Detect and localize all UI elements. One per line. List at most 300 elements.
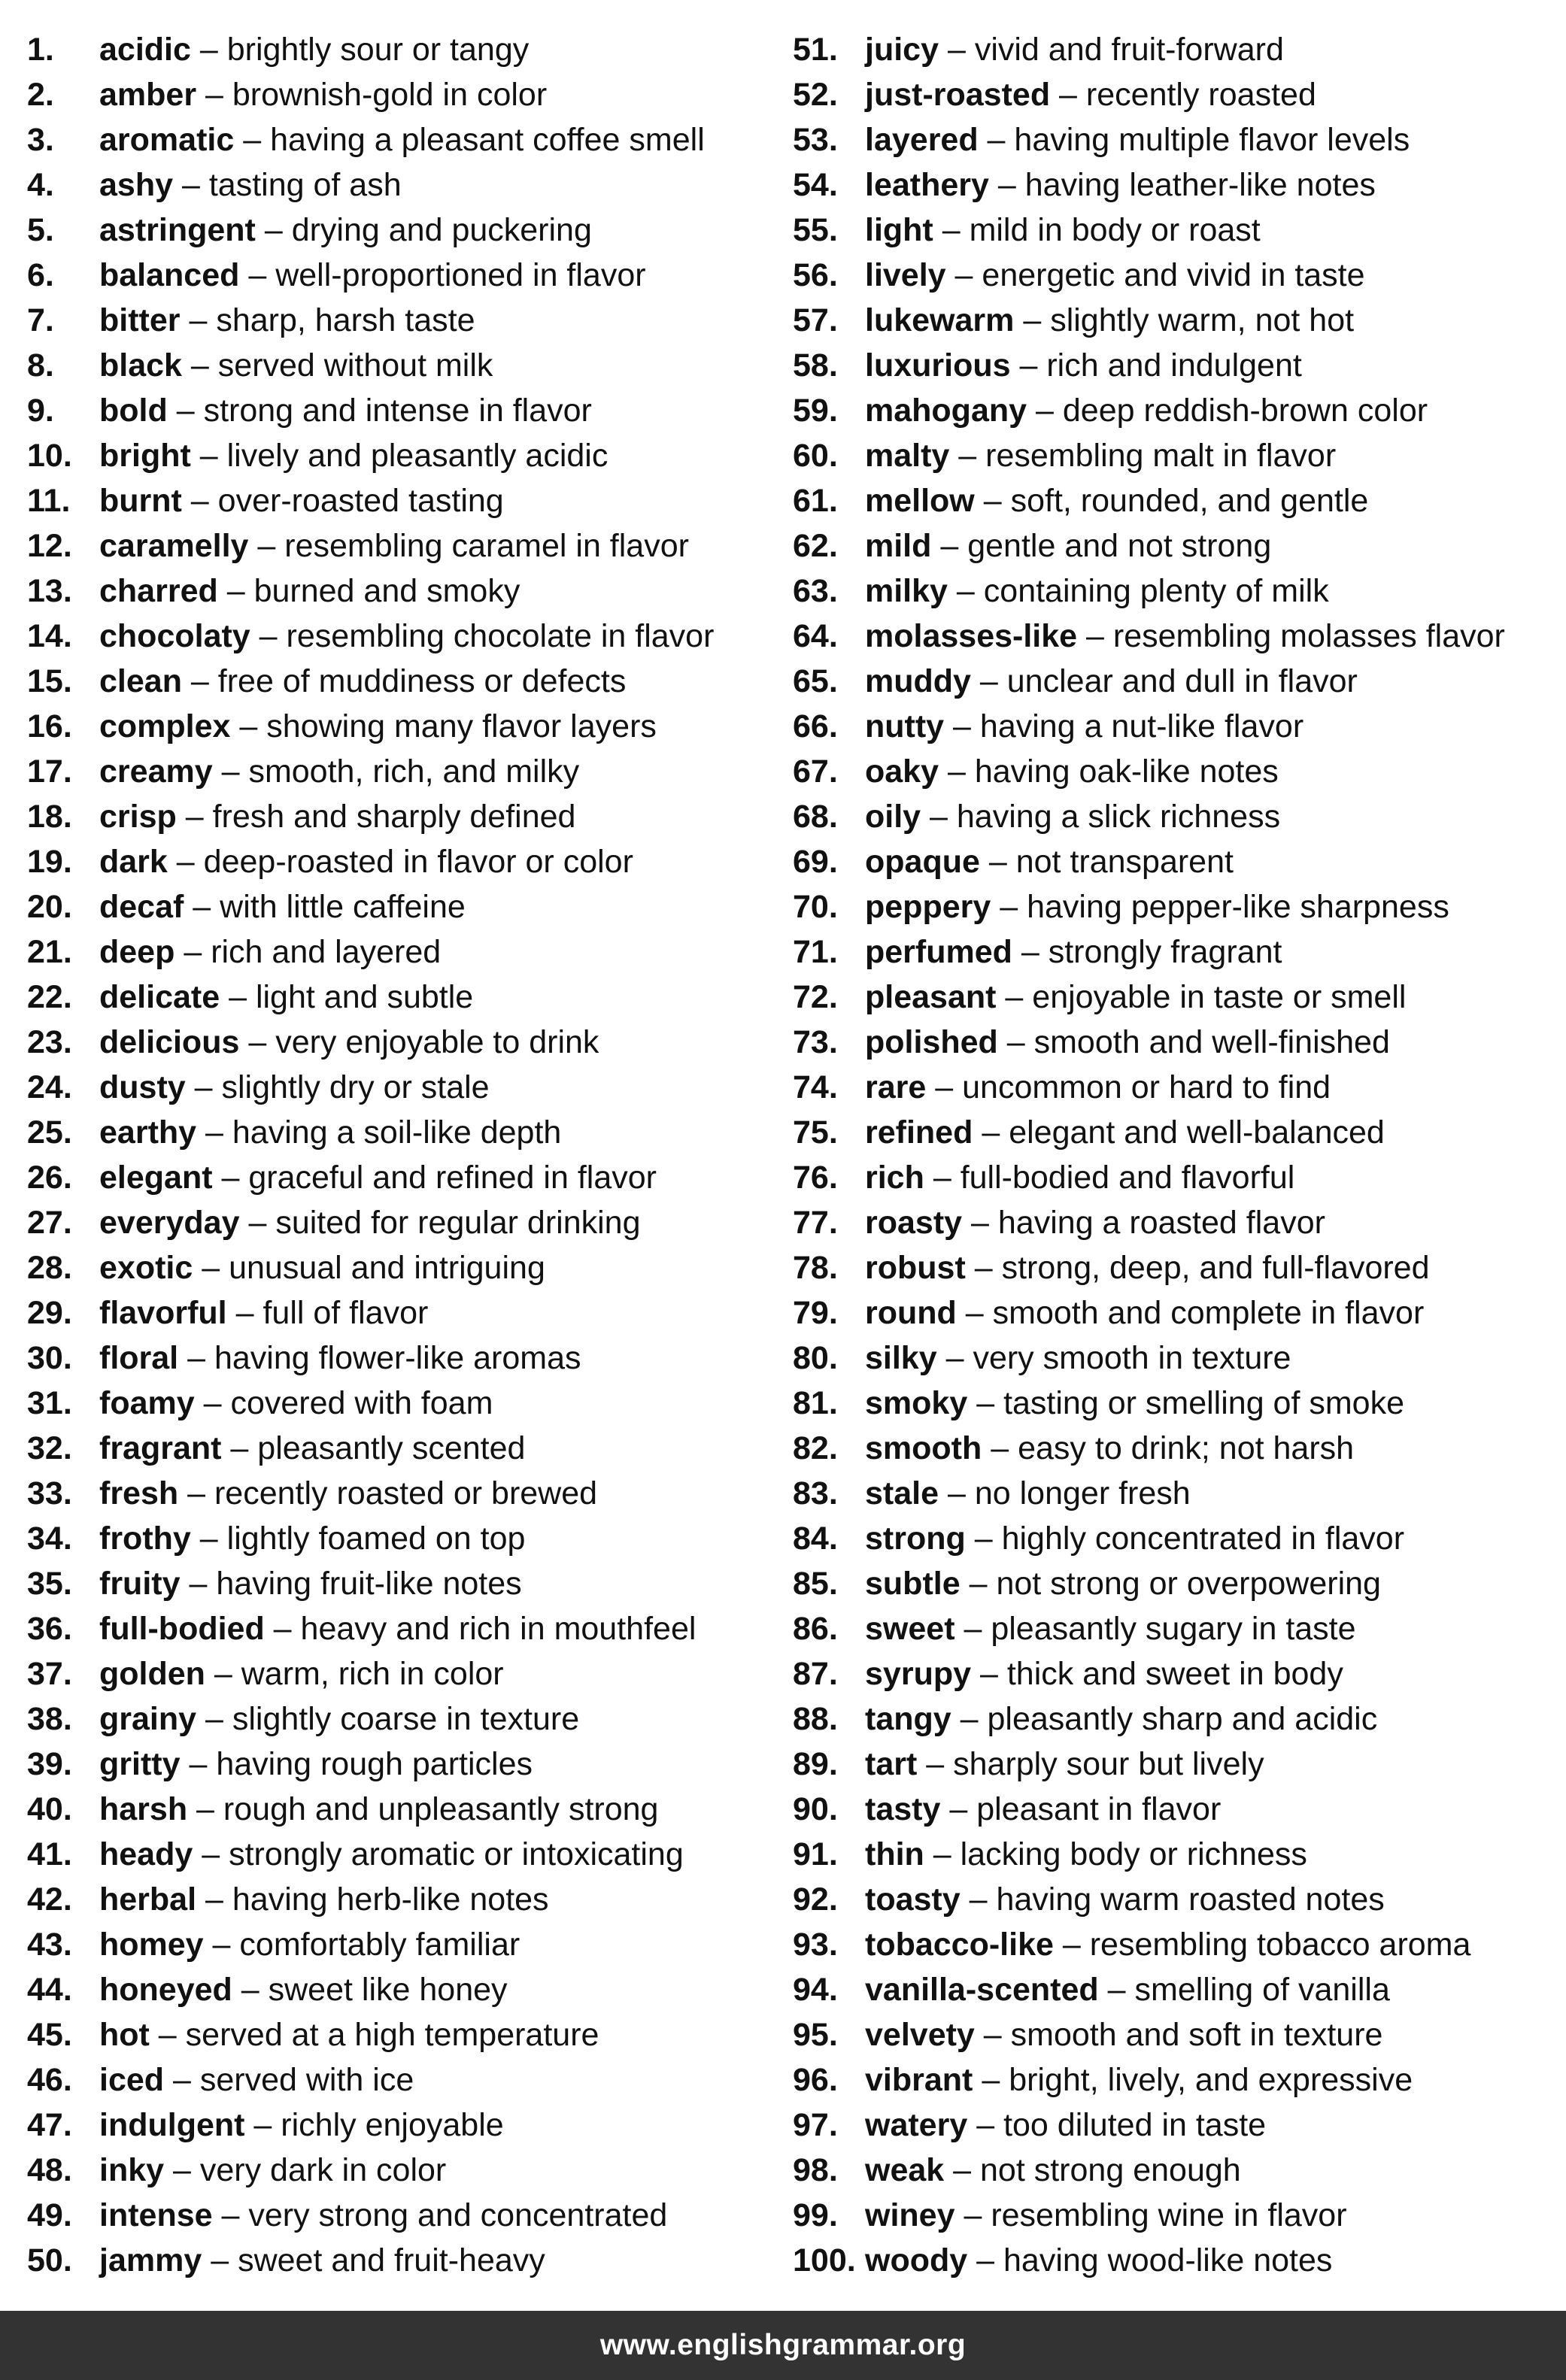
item-separator: –	[167, 393, 204, 429]
item-separator: –	[176, 799, 213, 835]
item-separator: –	[164, 2062, 200, 2098]
item-word: frothy	[99, 1520, 191, 1557]
item-definition: unusual and intriguing	[229, 1250, 545, 1286]
item-word: leathery	[865, 167, 989, 203]
item-word: molasses-like	[865, 618, 1078, 654]
item-number: 29.	[27, 1295, 72, 1331]
item-number: 66.	[793, 708, 838, 744]
item-number: 39.	[27, 1746, 72, 1782]
list-item	[27, 1155, 772, 1200]
item-definition: served without milk	[217, 347, 493, 384]
list-item	[27, 208, 772, 253]
item-definition: having oak-like notes	[974, 753, 1279, 790]
item-definition: pleasantly scented	[257, 1430, 526, 1466]
item-number: 16.	[27, 708, 72, 744]
item-definition: elegant and well-balanced	[1009, 1114, 1385, 1151]
item-number: 59.	[793, 393, 838, 429]
item-word: indulgent	[99, 2107, 245, 2143]
list-item	[27, 1065, 772, 1110]
item-number: 63.	[793, 573, 838, 609]
item-word: clean	[99, 663, 182, 699]
item-separator: –	[239, 257, 276, 293]
list-item	[793, 884, 1552, 929]
item-definition: smelling of vanilla	[1134, 1972, 1390, 2008]
item-word: fruity	[99, 1566, 181, 1602]
item-separator: –	[931, 528, 968, 564]
item-word: lively	[865, 257, 946, 293]
item-number: 13.	[27, 573, 72, 609]
list-item	[793, 27, 1552, 72]
item-definition: recently roasted	[1085, 77, 1316, 113]
item-definition: heavy and rich in mouthfeel	[300, 1611, 697, 1647]
item-definition: having herb-like notes	[232, 1881, 549, 1918]
item-separator: –	[232, 1972, 269, 2008]
item-separator: –	[967, 2107, 1004, 2143]
item-word: just-roasted	[865, 77, 1051, 113]
item-separator: –	[956, 1295, 993, 1331]
item-definition: strong, deep, and full-flavored	[1001, 1250, 1430, 1286]
item-definition: mild in body or roast	[969, 212, 1261, 248]
item-number: 20.	[27, 889, 72, 925]
item-word: ashy	[99, 167, 174, 203]
item-number: 99.	[793, 2197, 838, 2233]
item-definition: too diluted in taste	[1003, 2107, 1267, 2143]
item-separator: –	[939, 753, 975, 790]
list-item	[27, 2012, 772, 2057]
list-item	[793, 433, 1552, 478]
list-item	[793, 1110, 1552, 1155]
list-item	[27, 1516, 772, 1561]
list-item	[27, 2238, 772, 2283]
item-word: stale	[865, 1475, 939, 1511]
item-definition: fresh and sharply defined	[212, 799, 576, 835]
list-item	[793, 388, 1552, 433]
item-word: crisp	[99, 799, 177, 835]
item-word: iced	[99, 2062, 165, 2098]
item-definition: well-proportioned in flavor	[275, 257, 646, 293]
item-definition: covered with foam	[230, 1385, 493, 1421]
list-item	[27, 1967, 772, 2012]
item-separator: –	[217, 573, 254, 609]
item-number: 69.	[793, 844, 838, 880]
item-definition: tasting or smelling of smoke	[1003, 1385, 1405, 1421]
item-word: jammy	[99, 2242, 202, 2278]
item-number: 78.	[793, 1250, 838, 1286]
item-number: 25.	[27, 1114, 72, 1151]
item-separator: –	[924, 1160, 961, 1196]
item-number: 89.	[793, 1746, 838, 1782]
item-definition: lightly foamed on top	[226, 1520, 526, 1557]
item-definition: comfortably familiar	[239, 1927, 520, 1963]
item-separator: –	[1077, 618, 1113, 654]
item-number: 82.	[793, 1430, 838, 1466]
item-definition: with little caffeine	[220, 889, 466, 925]
item-number: 10.	[27, 438, 72, 474]
item-number: 31.	[27, 1385, 72, 1421]
item-word: dark	[99, 844, 168, 880]
item-word: herbal	[99, 1881, 197, 1918]
item-definition: sweet like honey	[268, 1972, 508, 2008]
item-word: toasty	[865, 1881, 961, 1918]
item-number: 18.	[27, 799, 72, 835]
item-separator: –	[982, 1430, 1018, 1466]
list-item	[27, 1290, 772, 1336]
item-separator: –	[949, 438, 986, 474]
list-item	[793, 568, 1552, 614]
item-definition: having pepper-like sharpness	[1027, 889, 1449, 925]
list-item	[793, 1336, 1552, 1381]
item-definition: brightly sour or tangy	[226, 32, 530, 68]
item-word: homey	[99, 1927, 204, 1963]
item-definition: resembling malt in flavor	[985, 438, 1337, 474]
item-separator: –	[149, 2017, 186, 2053]
item-word: creamy	[99, 753, 213, 790]
item-word: juicy	[865, 32, 939, 68]
item-separator: –	[944, 708, 980, 744]
list-item	[793, 2193, 1552, 2238]
item-word: fragrant	[99, 1430, 222, 1466]
item-separator: –	[997, 1024, 1034, 1060]
item-definition: served with ice	[199, 2062, 414, 2098]
item-definition: tasting of ash	[208, 167, 402, 203]
item-number: 24.	[27, 1069, 72, 1105]
item-separator: –	[940, 1791, 977, 1827]
item-word: golden	[99, 1656, 205, 1692]
list-item	[27, 1742, 772, 1787]
item-number: 32.	[27, 1430, 72, 1466]
left-column	[27, 27, 772, 2283]
item-definition: pleasant in flavor	[976, 1791, 1222, 1827]
list-item	[793, 704, 1552, 749]
item-word: foamy	[99, 1385, 195, 1421]
item-separator: –	[181, 483, 218, 519]
item-number: 60.	[793, 438, 838, 474]
item-word: sweet	[865, 1611, 955, 1647]
item-word: grainy	[99, 1701, 197, 1737]
list-item	[793, 343, 1552, 388]
item-word: perfumed	[865, 934, 1012, 970]
item-separator: –	[967, 1385, 1004, 1421]
item-definition: bright, lively, and expressive	[1009, 2062, 1413, 2098]
list-item	[793, 1020, 1552, 1065]
item-word: aromatic	[99, 122, 235, 158]
item-separator: –	[193, 1250, 229, 1286]
list-item	[793, 614, 1552, 659]
list-item	[793, 1606, 1552, 1651]
item-number: 41.	[27, 1836, 72, 1872]
item-word: nutty	[865, 708, 945, 744]
list-item	[27, 117, 772, 162]
list-item	[27, 1922, 772, 1967]
item-separator: –	[979, 844, 1016, 880]
item-word: weak	[865, 2152, 945, 2188]
list-item	[793, 839, 1552, 884]
item-number: 67.	[793, 753, 838, 790]
item-definition: having a roasted flavor	[997, 1205, 1325, 1241]
item-word: robust	[865, 1250, 966, 1286]
item-word: charred	[99, 573, 218, 609]
list-item	[27, 614, 772, 659]
item-definition: vivid and fruit-forward	[974, 32, 1284, 68]
item-definition: suited for regular drinking	[275, 1205, 641, 1241]
item-separator: –	[180, 302, 217, 338]
item-definition: rough and unpleasantly strong	[223, 1791, 659, 1827]
item-number: 65.	[793, 663, 838, 699]
item-word: round	[865, 1295, 957, 1331]
item-separator: –	[944, 2152, 981, 2188]
item-word: velvety	[865, 2017, 975, 2053]
item-definition: full of flavor	[263, 1295, 429, 1331]
item-definition: strong and intense in flavor	[203, 393, 592, 429]
item-word: chocolaty	[99, 618, 250, 654]
item-definition: enjoyable in taste or smell	[1032, 979, 1407, 1015]
item-separator: –	[1050, 77, 1086, 113]
item-separator: –	[1014, 302, 1051, 338]
item-word: malty	[865, 438, 950, 474]
list-item	[27, 1561, 772, 1606]
list-item	[27, 2057, 772, 2103]
item-word: tasty	[865, 1791, 941, 1827]
item-number: 83.	[793, 1475, 838, 1511]
vocabulary-list	[0, 27, 1566, 2283]
item-word: intense	[99, 2197, 213, 2233]
item-word: decaf	[99, 889, 184, 925]
item-definition: rich and layered	[211, 934, 442, 970]
list-item	[27, 2148, 772, 2193]
item-definition: lively and pleasantly acidic	[226, 438, 608, 474]
item-definition: burned and smoky	[253, 573, 520, 609]
item-number: 6.	[27, 257, 54, 293]
item-separator: –	[196, 77, 232, 113]
item-number: 62.	[793, 528, 838, 564]
item-word: rare	[865, 1069, 927, 1105]
item-number: 56.	[793, 257, 838, 293]
item-definition: very enjoyable to drink	[275, 1024, 599, 1060]
list-item	[793, 2148, 1552, 2193]
list-item	[27, 72, 772, 117]
list-item	[793, 1967, 1552, 2012]
website-url[interactable]: www.englishgrammar.org	[599, 2329, 967, 2361]
list-item	[27, 659, 772, 704]
item-separator: –	[960, 1881, 997, 1918]
list-item	[793, 1155, 1552, 1200]
item-separator: –	[248, 528, 285, 564]
item-separator: –	[965, 1250, 1002, 1286]
item-number: 50.	[27, 2242, 72, 2278]
item-separator: –	[1010, 347, 1047, 384]
list-item	[793, 929, 1552, 975]
item-separator: –	[196, 1701, 232, 1737]
item-number: 48.	[27, 2152, 72, 2188]
item-word: oaky	[865, 753, 939, 790]
item-separator: –	[954, 2197, 991, 2233]
item-number: 23.	[27, 1024, 72, 1060]
item-word: vanilla-scented	[865, 1972, 1099, 2008]
list-item	[27, 1877, 772, 1922]
item-word: balanced	[99, 257, 240, 293]
item-separator: –	[945, 257, 982, 293]
item-separator: –	[230, 708, 267, 744]
item-separator: –	[933, 212, 970, 248]
item-definition: having a soil-like depth	[232, 1114, 562, 1151]
list-item	[27, 1606, 772, 1651]
item-separator: –	[194, 1385, 231, 1421]
item-number: 79.	[793, 1295, 838, 1331]
item-definition: recently roasted or brewed	[214, 1475, 598, 1511]
item-separator: –	[1027, 393, 1063, 429]
item-number: 96.	[793, 2062, 838, 2098]
item-word: milky	[865, 573, 948, 609]
item-separator: –	[991, 889, 1027, 925]
item-definition: having a slick richness	[956, 799, 1281, 835]
item-number: 34.	[27, 1520, 72, 1557]
item-number: 72.	[793, 979, 838, 1015]
item-separator: –	[190, 438, 227, 474]
item-separator: –	[239, 1024, 276, 1060]
item-word: smooth	[865, 1430, 982, 1466]
item-number: 52.	[793, 77, 838, 113]
item-definition: sweet and fruit-heavy	[238, 2242, 545, 2278]
item-word: bold	[99, 393, 168, 429]
item-separator: –	[1053, 1927, 1090, 1963]
list-item	[27, 162, 772, 208]
list-item	[27, 1832, 772, 1877]
item-definition: having a nut-like flavor	[979, 708, 1304, 744]
item-number: 12.	[27, 528, 72, 564]
item-separator: –	[196, 1881, 232, 1918]
item-separator: –	[921, 799, 957, 835]
item-number: 17.	[27, 753, 72, 790]
item-word: burnt	[99, 483, 182, 519]
item-number: 97.	[793, 2107, 838, 2143]
item-definition: unclear and dull in flavor	[1006, 663, 1358, 699]
list-item	[793, 523, 1552, 568]
item-definition: light and subtle	[255, 979, 474, 1015]
item-word: winey	[865, 2197, 955, 2233]
item-word: lukewarm	[865, 302, 1015, 338]
item-definition: very strong and concentrated	[248, 2197, 668, 2233]
item-definition: smooth and soft in texture	[1010, 2017, 1383, 2053]
item-word: rich	[865, 1160, 924, 1196]
item-word: oily	[865, 799, 921, 835]
item-number: 26.	[27, 1160, 72, 1196]
item-separator: –	[971, 1656, 1007, 1692]
list-item	[27, 1336, 772, 1381]
item-number: 77.	[793, 1205, 838, 1241]
item-definition: energetic and vivid in taste	[982, 257, 1365, 293]
item-definition: resembling wine in flavor	[991, 2197, 1347, 2233]
item-word: opaque	[865, 844, 980, 880]
item-definition: having rough particles	[216, 1746, 533, 1782]
item-number: 43.	[27, 1927, 72, 1963]
item-number: 46.	[27, 2062, 72, 2098]
item-number: 42.	[27, 1881, 72, 1918]
item-separator: –	[212, 1160, 249, 1196]
list-item	[793, 794, 1552, 839]
list-item	[793, 1832, 1552, 1877]
item-definition: resembling molasses flavor	[1112, 618, 1505, 654]
item-number: 87.	[793, 1656, 838, 1692]
item-number: 61.	[793, 483, 838, 519]
list-item	[793, 117, 1552, 162]
item-number: 84.	[793, 1520, 838, 1557]
list-item	[793, 1471, 1552, 1516]
item-word: tart	[865, 1746, 918, 1782]
list-item	[27, 1200, 772, 1245]
item-number: 9.	[27, 393, 54, 429]
item-definition: pleasantly sharp and acidic	[987, 1701, 1378, 1737]
item-number: 98.	[793, 2152, 838, 2188]
item-separator: –	[939, 1475, 975, 1511]
item-separator: –	[960, 1566, 997, 1602]
item-definition: slightly coarse in texture	[232, 1701, 580, 1737]
item-word: amber	[99, 77, 197, 113]
item-number: 95.	[793, 2017, 838, 2053]
list-item	[793, 1696, 1552, 1742]
item-number: 47.	[27, 2107, 72, 2143]
item-word: mild	[865, 528, 932, 564]
item-definition: very dark in color	[199, 2152, 447, 2188]
item-number: 45.	[27, 2017, 72, 2053]
item-number: 70.	[793, 889, 838, 925]
item-number: 71.	[793, 934, 838, 970]
item-number: 86.	[793, 1611, 838, 1647]
list-item	[27, 1651, 772, 1696]
item-separator: –	[193, 1836, 229, 1872]
item-word: elegant	[99, 1160, 213, 1196]
list-item	[793, 2012, 1552, 2057]
item-number: 14.	[27, 618, 72, 654]
item-separator: –	[203, 1927, 240, 1963]
item-separator: –	[926, 1069, 963, 1105]
item-number: 55.	[793, 212, 838, 248]
item-separator: –	[988, 167, 1025, 203]
list-item	[793, 1922, 1552, 1967]
list-item	[27, 568, 772, 614]
item-separator: –	[924, 1836, 961, 1872]
list-item	[793, 1877, 1552, 1922]
item-separator: –	[962, 1205, 998, 1241]
item-definition: deep reddish-brown color	[1062, 393, 1428, 429]
item-number: 49.	[27, 2197, 72, 2233]
item-definition: pleasantly sugary in taste	[991, 1611, 1356, 1647]
item-definition: not transparent	[1015, 844, 1234, 880]
item-number: 35.	[27, 1566, 72, 1602]
list-item	[793, 2103, 1552, 2148]
item-separator: –	[1012, 934, 1049, 970]
item-definition: having a pleasant coffee smell	[270, 122, 705, 158]
item-definition: resembling chocolate in flavor	[286, 618, 715, 654]
list-item	[27, 1696, 772, 1742]
item-definition: smooth and complete in flavor	[992, 1295, 1425, 1331]
item-number: 36.	[27, 1611, 72, 1647]
item-separator: –	[973, 2062, 1009, 2098]
item-number: 93.	[793, 1927, 838, 1963]
item-separator: –	[220, 979, 256, 1015]
item-word: roasty	[865, 1205, 963, 1241]
item-definition: full-bodied and flavorful	[960, 1160, 1295, 1196]
item-word: thin	[865, 1836, 924, 1872]
item-definition: containing plenty of milk	[983, 573, 1329, 609]
item-word: complex	[99, 708, 231, 744]
item-separator: –	[1098, 1972, 1135, 2008]
list-item	[793, 1065, 1552, 1110]
list-item	[27, 2193, 772, 2238]
item-word: luxurious	[865, 347, 1011, 384]
item-number: 44.	[27, 1972, 72, 2008]
item-number: 80.	[793, 1340, 838, 1376]
list-item	[27, 839, 772, 884]
